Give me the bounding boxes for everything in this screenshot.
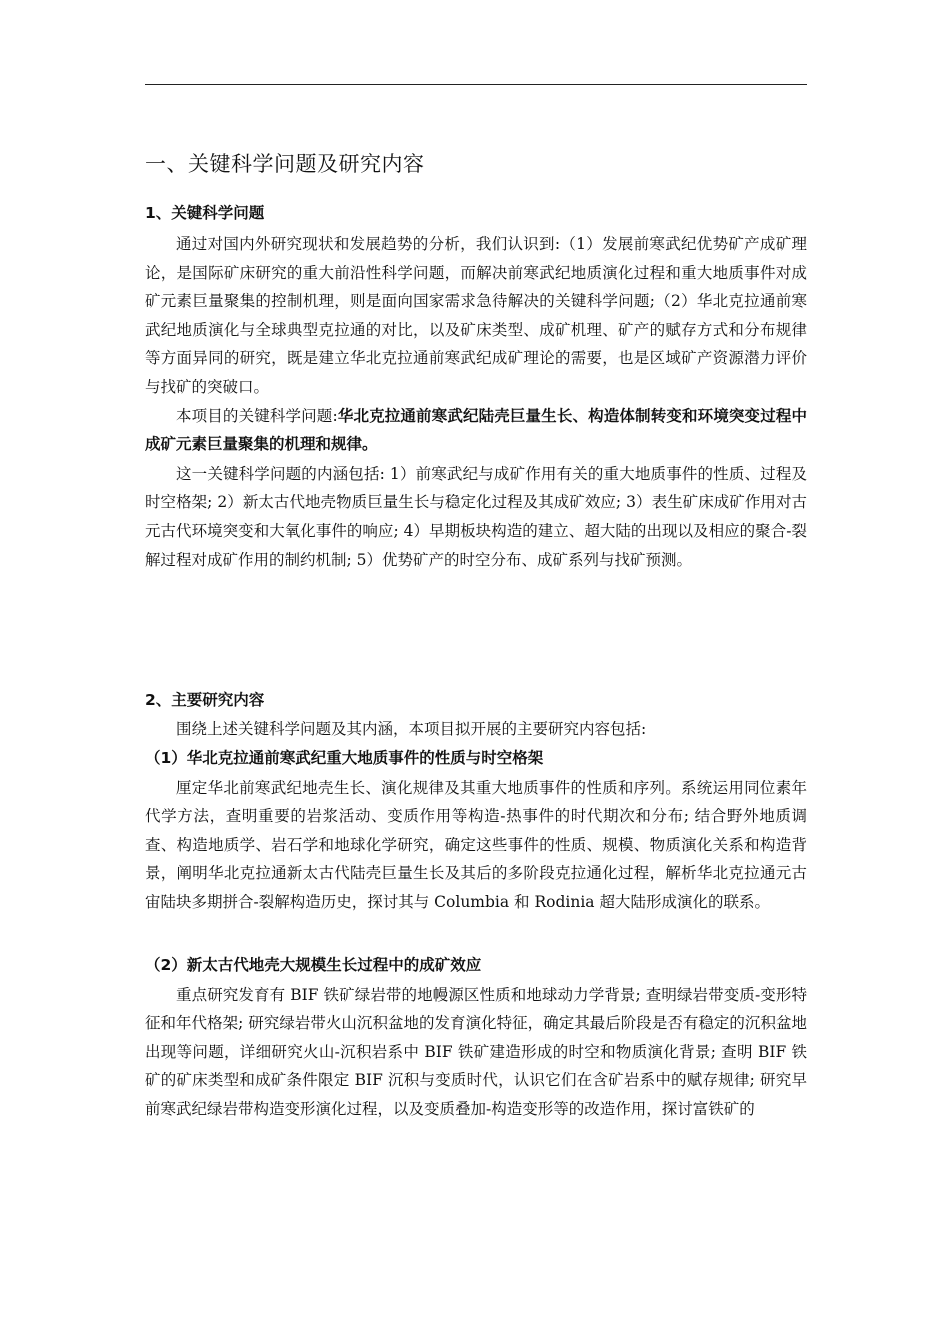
subheading-2: （2）新太古代地壳大规模生长过程中的成矿效应 [145, 955, 482, 974]
paragraph-connotation: 这一关键科学问题的内涵包括: 1）前寒武纪与成矿作用有关的重大地质事件的性质、过程及时空格架; 2）新太古代地壳物质巨量生长与稳定化过程及其成矿效应; 3）表生矿床成矿作用对古元古代环境突变和大氧化事件的响应; 4）早期板块构造的建立、超大陆的出现以及相应的聚合-裂解过程对成矿作用的制约机制; 5）优势矿产的时空分布、成矿系列与找矿预测。 [145, 464, 807, 569]
header-rule [145, 84, 807, 85]
section-title: 一、关键科学问题及研究内容 [145, 152, 425, 176]
section-research-content [145, 685, 807, 1124]
project-question-lead: 本项目的关键科学问题: [176, 406, 338, 425]
project-question-bold: 华北克拉通前寒武纪陆壳巨量生长、构造体制转变和环境突变过程中成矿元素巨量聚集的机理和规律。 [145, 406, 807, 454]
heading-key-questions: 1、关键科学问题 [145, 204, 265, 222]
paragraph-research-intro: 围绕上述关键科学问题及其内涵，本项目拟开展的主要研究内容包括: [176, 720, 647, 738]
heading-research-content: 2、主要研究内容 [145, 691, 265, 709]
paragraph-analysis: 通过对国内外研究现状和发展趋势的分析，我们认识到:（1）发展前寒武纪优势矿产成矿理论，是国际矿床研究的重大前沿性科学问题，而解决前寒武纪地质演化过程和重大地质事件对成矿元素巨量聚集的控制机理，则是面向国家需求急待解决的关键科学问题;（2）华北克拉通前寒武纪地质演化与全球典型克拉通的对比，以及矿床类型、成矿机理、矿产的赋存方式和分布规律等方面异同的研究，既是建立华北克拉通前寒武纪成矿理论的需要，也是区域矿产资源潜力评价与找矿的突破口。 [145, 235, 807, 396]
paragraph-sub2: 重点研究发育有 BIF 铁矿绿岩带的地幔源区性质和地球动力学背景; 查明绿岩带变质-变形特征和年代格架; 研究绿岩带火山沉积盆地的发育演化特征，确定其最后阶段是否有稳定的沉积盆地出现等问题，详细研究火山-沉积岩系中 BIF 铁矿建造形成的时空和物质演化背景; 查明 BIF 铁矿的矿床类型和成矿条件限定 BIF 沉积与变质时代，认识它们在含矿岩系中的赋存规律; 研究早前寒武纪绿岩带构造变形演化过程，以及变质叠加-构造变形等的改造作用，探讨富铁矿的 [145, 985, 807, 1118]
section-key-questions [145, 198, 807, 574]
paragraph-project-question [145, 402, 807, 459]
subheading-1: （1）华北克拉通前寒武纪重大地质事件的性质与时空格架 [145, 748, 544, 767]
paragraph-sub1: 厘定华北前寒武纪地壳生长、演化规律及其重大地质事件的性质和序列。系统运用同位素年代学方法，查明重要的岩浆活动、变质作用等构造-热事件的时代期次和分布; 结合野外地质调查、构造地质学、岩石学和地球化学研究，确定这些事件的性质、规模、物质演化关系和构造背景，阐明华北克拉通新太古代陆壳巨量生长及其后的多阶段克拉通化过程，解析华北克拉通元古宙陆块多期拼合-裂解构造历史，探讨其与 Columbia 和 Rodinia 超大陆形成演化的联系。 [145, 778, 807, 911]
